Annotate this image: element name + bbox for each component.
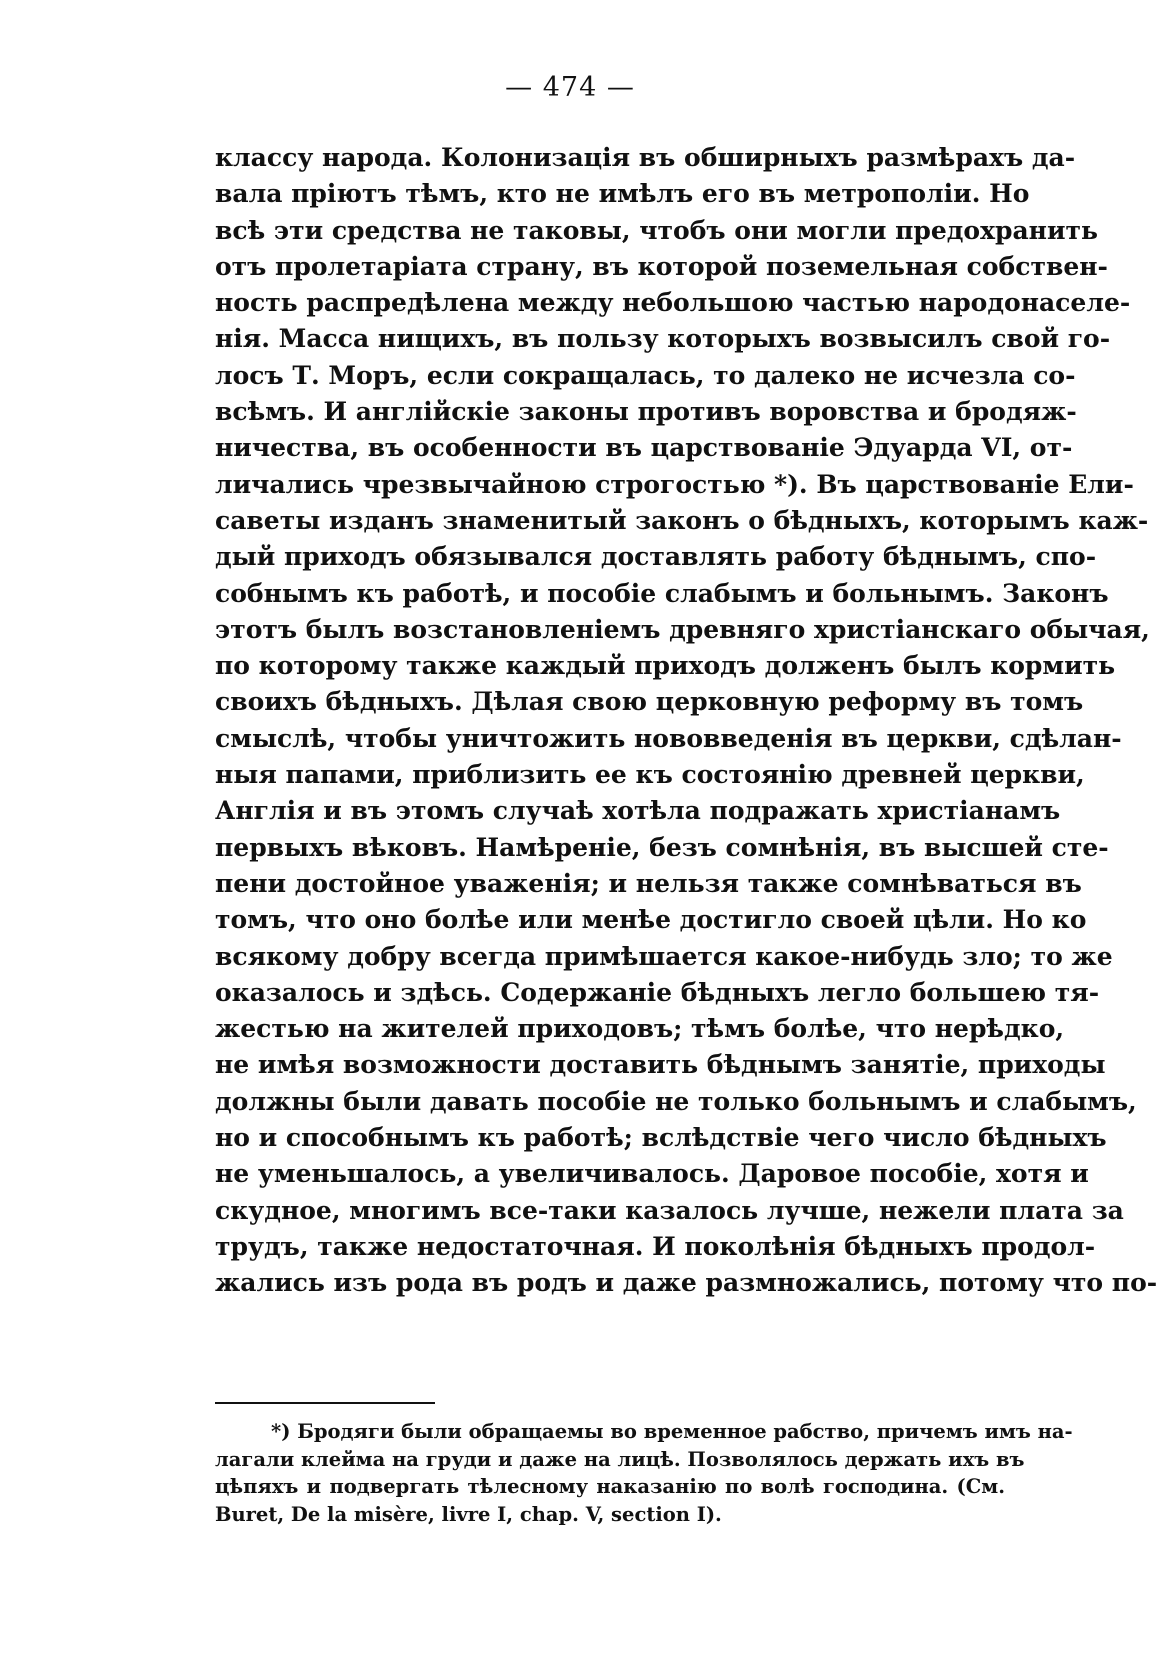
text-line: не имѣя возможности доставить бѣднымъ занятіе, приходы <box>215 1050 1106 1080</box>
text-line: классу народа. Колонизація въ обширныхъ размѣрахъ да- <box>215 143 1076 172</box>
footnote-line: лагали клейма на груди и даже на лицѣ. Позволялось держать ихъ въ <box>215 1447 1025 1471</box>
text-line: оказалось и здѣсь. Содержаніе бѣдныхъ легло большею тя- <box>215 977 1100 1007</box>
text-line: личались чрезвычайною строгостью *). Въ царствованіе Ели- <box>215 469 1134 499</box>
text-line: вала пріютъ тѣмъ, кто не имѣлъ его въ метрополіи. Но <box>215 179 1030 209</box>
text-line: отъ пролетаріата страну, въ которой поземельная собствен- <box>215 251 1108 281</box>
text-line: по которому также каждый приходъ долженъ былъ кормить <box>215 651 1116 681</box>
text-line: всѣмъ. И англійскіе законы противъ воровства и бродяж- <box>215 397 1077 427</box>
text-line: нія. Масса нищихъ, въ пользу которыхъ возвысилъ свой го- <box>215 324 1111 354</box>
text-line: жестью на жителей приходовъ; тѣмъ болѣе, что нерѣдко, <box>215 1014 1065 1044</box>
text-line: дый приходъ обязывался доставлять работу бѣднымъ, спо- <box>215 542 1097 572</box>
text-line: жались изъ рода въ родъ и даже размножались, потому что по- <box>215 1268 1157 1298</box>
text-line: но и способнымъ къ работѣ; вслѣдствіе чего число бѣдныхъ <box>215 1123 1107 1153</box>
text-line: всякому добру всегда примѣшается какое-нибудь зло; то же <box>215 941 1113 971</box>
text-line: смыслѣ, чтобы уничтожить нововведенія въ церкви, сдѣлан- <box>215 723 1122 753</box>
text-line: должны были давать пособіе не только больнымъ и слабымъ, <box>215 1086 1137 1116</box>
text-line: ныя папами, приблизить ее къ состоянію древней церкви, <box>215 760 1085 790</box>
text-line: ность распредѣлена между небольшою частью народонаселе- <box>215 288 1131 318</box>
footnote-separator <box>215 1402 435 1404</box>
text-line: скудное, многимъ все-таки казалось лучше, нежели плата за <box>215 1195 1124 1225</box>
footnote-line: цѣпяхъ и подвергать тѣлесному наказанію по волѣ господина. (См. <box>215 1475 1005 1498</box>
page-number: — 474 — <box>505 72 635 103</box>
text-line: томъ, что оно болѣе или менѣе достигло своей цѣли. Но ко <box>215 905 1087 935</box>
text-line: своихъ бѣдныхъ. Дѣлая свою церковную реформу въ томъ <box>215 687 1084 717</box>
text-line: этотъ былъ возстановленіемъ древняго христіанскаго обычая, <box>215 614 1150 644</box>
text-line: первыхъ вѣковъ. Намѣреніе, безъ сомнѣнія, въ высшей сте- <box>215 832 1109 862</box>
text-line: лосъ Т. Моръ, если сокращалась, то далеко не исчезла со- <box>215 360 1076 390</box>
footnote-line: Buret, De la misère, livre I, chap. V, section I). <box>215 1502 722 1526</box>
text-line: пени достойное уваженія; и нельзя также сомнѣваться въ <box>215 868 1082 898</box>
text-line: ничества, въ особенности въ царствованіе Эдуарда VI, от- <box>215 433 1073 463</box>
text-line: не уменьшалось, а увеличивалось. Даровое пособіе, хотя и <box>215 1159 1089 1189</box>
text-line: всѣ эти средства не таковы, чтобъ они могли предохранить <box>215 215 1098 245</box>
footnote-line: *) Бродяги были обращаемы во временное рабство, причемъ имъ на- <box>271 1420 1073 1443</box>
text-line: собнымъ къ работѣ, и пособіе слабымъ и больнымъ. Законъ <box>215 578 1109 608</box>
text-line: трудъ, также недостаточная. И поколѣнія бѣдныхъ продол- <box>215 1231 1096 1261</box>
footnote <box>215 1418 1073 1528</box>
text-line: Англія и въ этомъ случаѣ хотѣла подражать христіанамъ <box>215 796 1061 826</box>
text-line: саветы изданъ знаменитый законъ о бѣдныхъ, которымъ каж- <box>215 505 1149 535</box>
main-text <box>215 140 1157 1302</box>
